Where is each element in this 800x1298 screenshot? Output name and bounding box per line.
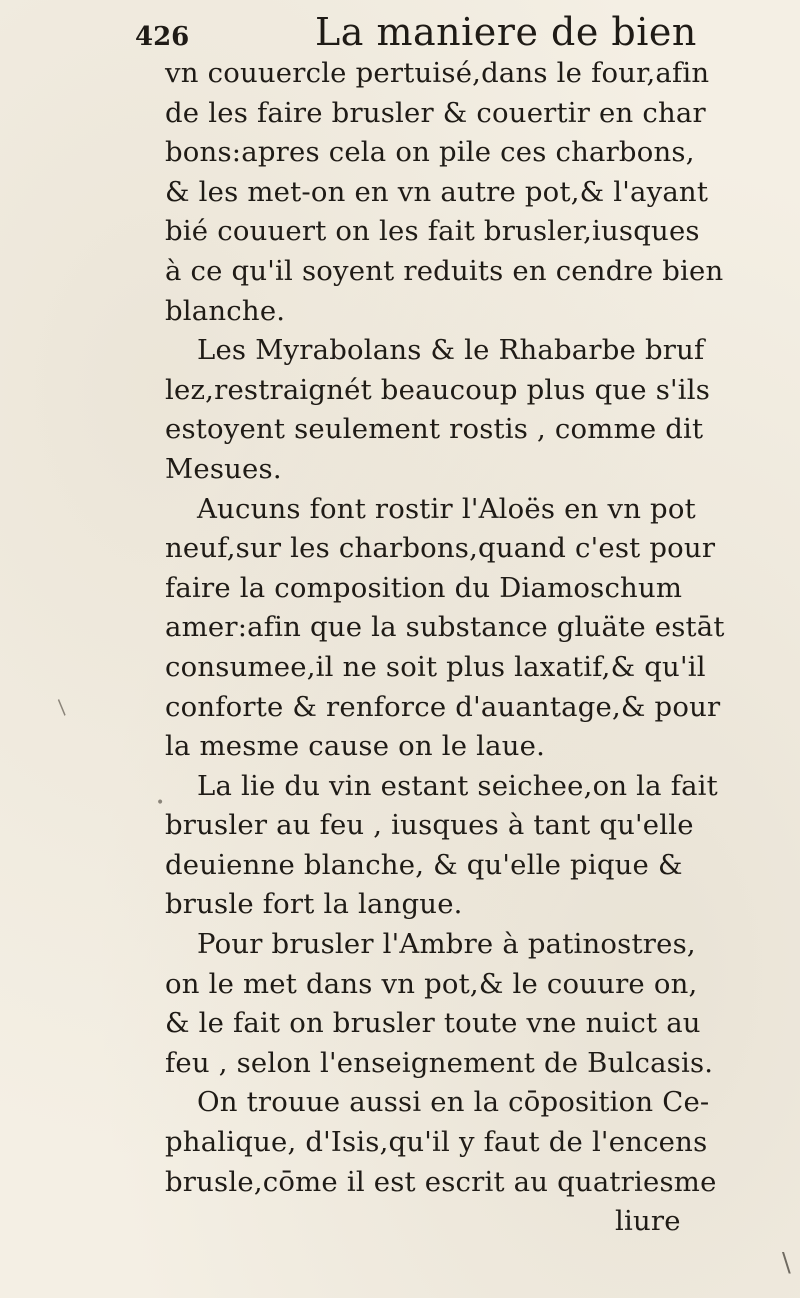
text-line: brusle fort la langue. — [165, 888, 463, 921]
running-title: La maniere de bien — [315, 10, 697, 54]
text-line: phalique, d'Isis,qu'il y faut de l'encens — [165, 1126, 708, 1159]
paragraph-start-line: Les Myrabolans & le Rhabarbe bruf — [197, 334, 705, 367]
text-line: deuienne blanche, & qu'elle pique & — [165, 848, 683, 881]
text-line: neuf,sur les charbons,quand c'est pour — [165, 532, 716, 565]
margin-dot-mark: • — [156, 795, 165, 811]
text-line: & les met-on en vn autre pot,& l'ayant — [165, 175, 709, 208]
text-line: brusle,cōme il est escrit au quatriesme — [165, 1165, 717, 1198]
text-line: on le met dans vn pot,& le couure on, — [165, 967, 698, 1000]
margin-corner-mark: \ — [782, 1248, 791, 1278]
text-line: la mesme cause on le laue. — [165, 730, 546, 763]
text-line: & le fait on brusler toute vne nuict au — [165, 1007, 701, 1040]
paragraph-start-line: Pour brusler l'Ambre à patinostres, — [197, 928, 696, 961]
catchword: liure — [615, 1205, 681, 1238]
text-line: bié couuert on les fait brusler,iusques — [165, 215, 700, 248]
paragraph-start-line: La lie du vin estant seichee,on la fait — [197, 769, 718, 802]
text-line: consumee,il ne soit plus laxatif,& qu'il — [165, 650, 706, 683]
text-line: feu , selon l'enseignement de Bulcasis. — [165, 1046, 714, 1079]
body-text — [165, 54, 785, 1242]
text-line: conforte & renforce d'auantage,& pour — [165, 690, 721, 723]
text-line: à ce qu'il soyent reduits en cendre bien — [165, 254, 724, 287]
margin-pencil-mark: / — [51, 695, 72, 719]
text-line: lez,restraignét beaucoup plus que s'ils — [165, 373, 711, 406]
text-line: faire la composition du Diamoschum — [165, 571, 683, 604]
page-number: 426 — [135, 22, 190, 52]
text-line: blanche. — [165, 294, 286, 327]
text-line: estoyent seulement rostis , comme dit — [165, 413, 704, 446]
text-line: brusler au feu , iusques à tant qu'elle — [165, 809, 694, 842]
text-line: amer:afin que la substance gluäte estāt — [165, 611, 725, 644]
text-line: Mesues. — [165, 452, 282, 485]
paragraph-start-line: Aucuns font rostir l'Aloës en vn pot — [197, 492, 696, 525]
paragraph-start-line: On trouue aussi en la cōposition Ce- — [197, 1086, 710, 1119]
page-header — [0, 10, 800, 58]
text-line: de les faire brusler & couertir en char — [165, 96, 706, 129]
text-line: bons:apres cela on pile ces charbons, — [165, 136, 695, 169]
text-line: vn couuercle pertuisé,dans le four,afin — [165, 57, 710, 89]
